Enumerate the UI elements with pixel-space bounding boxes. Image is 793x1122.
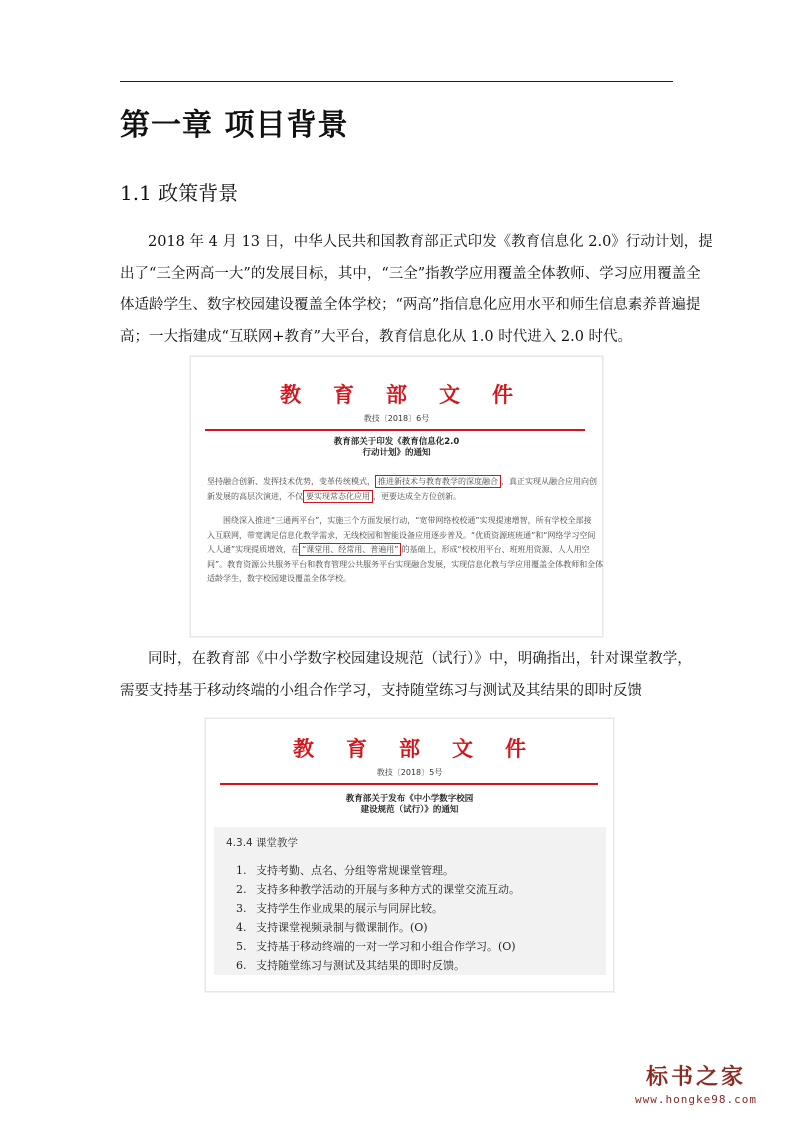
list-number: 3. xyxy=(236,902,247,915)
body-line: 适龄学生，数字校园建设覆盖全体学校。 xyxy=(207,574,351,583)
watermark-logo xyxy=(621,1060,771,1106)
doc-title-line: 建设规范（试行）》的通知 xyxy=(360,805,459,815)
list-text: 支持课堂视频录制与微课制作。(O) xyxy=(256,921,428,934)
doc-body xyxy=(207,475,604,587)
list-item xyxy=(236,956,520,975)
doc-title-line: 教育部关于发布《中小学数字校园 xyxy=(345,794,474,804)
list-number: 2. xyxy=(236,883,247,896)
body-text: ，真正实现从融合应用向创 xyxy=(501,477,597,486)
paragraph-line: 同时，在教育部《中小学数字校园建设规范（试行）》中，明确指出，针对课堂教学， xyxy=(148,651,692,667)
paragraph-line: 2018 年 4 月 13 日，中华人民共和国教育部正式印发《教育信息化 2.0》行动计划，提 xyxy=(148,234,713,250)
body-line: 间”。教育资源公共服务平台和教育管理公共服务平台实现融合发展，实现信息化教与学应用覆盖全体教师和全体 xyxy=(207,559,604,569)
list-text: 支持多种教学活动的开展与多种方式的课堂交流互动。 xyxy=(256,883,520,896)
body-text: ，更要达成全方位创新。 xyxy=(373,491,461,501)
paragraph-line: 体适龄学生、数字校园建设覆盖全体学校；“两高”指信息化应用水平和师生信息素养普遍提 xyxy=(120,297,701,313)
chapter-title: 第一章 项目背景 xyxy=(120,108,349,143)
doc-number: 教技〔2018〕5号 xyxy=(376,768,443,777)
body-line: 围绕深入推进“三通两平台”，实施三个方面发展行动，“宽带网络校校通”实现提速增智，所有学校全部接 xyxy=(223,516,592,525)
doc-header: 教育部文件 xyxy=(280,382,545,407)
figure-digital-campus-standard xyxy=(205,718,614,992)
section-title: 1.1 政策背景 xyxy=(120,181,239,205)
list-item xyxy=(236,880,520,899)
list-number: 4. xyxy=(236,921,247,934)
highlight-box: “课堂用、经常用、普遍用” xyxy=(299,543,401,556)
list-text: 支持基于移动终端的一对一学习和小组合作学习。(O) xyxy=(256,940,516,953)
figure-edu-informatization-notice xyxy=(190,356,603,637)
list-text: 支持随堂练习与测试及其结果的即时反馈。 xyxy=(256,959,465,972)
list-number: 1. xyxy=(236,864,247,877)
excerpt-box xyxy=(214,827,606,975)
list-text: 支持学生作业成果的展示与同屏比较。 xyxy=(256,902,443,915)
doc-header: 教育部文件 xyxy=(293,736,558,761)
body-line: 入互联网，带宽满足信息化教学需求，无线校园和智能设备应用逐步普及。“优质资源班班通”和“网络学习空间 xyxy=(207,530,596,540)
body-line xyxy=(207,543,590,558)
doc-title-line: 教育部关于印发《教育信息化2.0 xyxy=(333,437,460,447)
excerpt-heading: 4.3.4 课堂教学 xyxy=(226,837,299,849)
doc-title-line: 行动计划》的通知 xyxy=(362,448,431,458)
list-item xyxy=(236,861,520,880)
paragraph-standard xyxy=(120,644,692,707)
highlight-box: 要实现常态化应用 xyxy=(303,490,373,503)
body-line xyxy=(207,475,597,490)
watermark-title: 标书之家 xyxy=(645,1065,746,1090)
highlight-box: 推进新技术与教育教学的深度融合 xyxy=(375,475,501,488)
list-number: 5. xyxy=(236,940,247,953)
red-rule xyxy=(220,783,598,785)
paragraph-line: 出了“三全两高一大”的发展目标，其中，“三全”指教学应用覆盖全体教师、学习应用覆盖全 xyxy=(120,265,701,282)
paragraph-policy xyxy=(120,227,713,353)
requirement-list xyxy=(236,861,520,975)
doc-title xyxy=(191,437,602,459)
watermark-url: www.hongke98.com xyxy=(635,1093,757,1106)
list-text: 支持考勤、点名、分组等常规课堂管理。 xyxy=(256,864,454,877)
body-text: 新发展的高层次演进，不仅 xyxy=(207,491,303,501)
paragraph-line: 高；一大指建成“互联网+教育”大平台，教育信息化从 1.0 时代进入 2.0 时代。 xyxy=(120,328,633,345)
list-item xyxy=(236,937,520,956)
red-rule xyxy=(205,429,585,431)
doc-number: 教技〔2018〕6号 xyxy=(363,414,430,423)
list-item xyxy=(236,899,520,918)
body-text: 的基础上，形成“校校用平台、班班用资源、人人用空 xyxy=(401,545,590,554)
list-item xyxy=(236,918,520,937)
header-rule xyxy=(120,81,673,82)
body-text: 人人通”实现提质增效，在 xyxy=(207,545,300,554)
paragraph-line: 需要支持基于移动终端的小组合作学习，支持随堂练习与测试及其结果的即时反馈 xyxy=(120,682,642,699)
body-line xyxy=(207,490,587,505)
list-number: 6. xyxy=(236,959,247,972)
body-text: 坚持融合创新、发挥技术优势，变革传统模式， xyxy=(207,477,375,486)
doc-title xyxy=(206,794,613,816)
